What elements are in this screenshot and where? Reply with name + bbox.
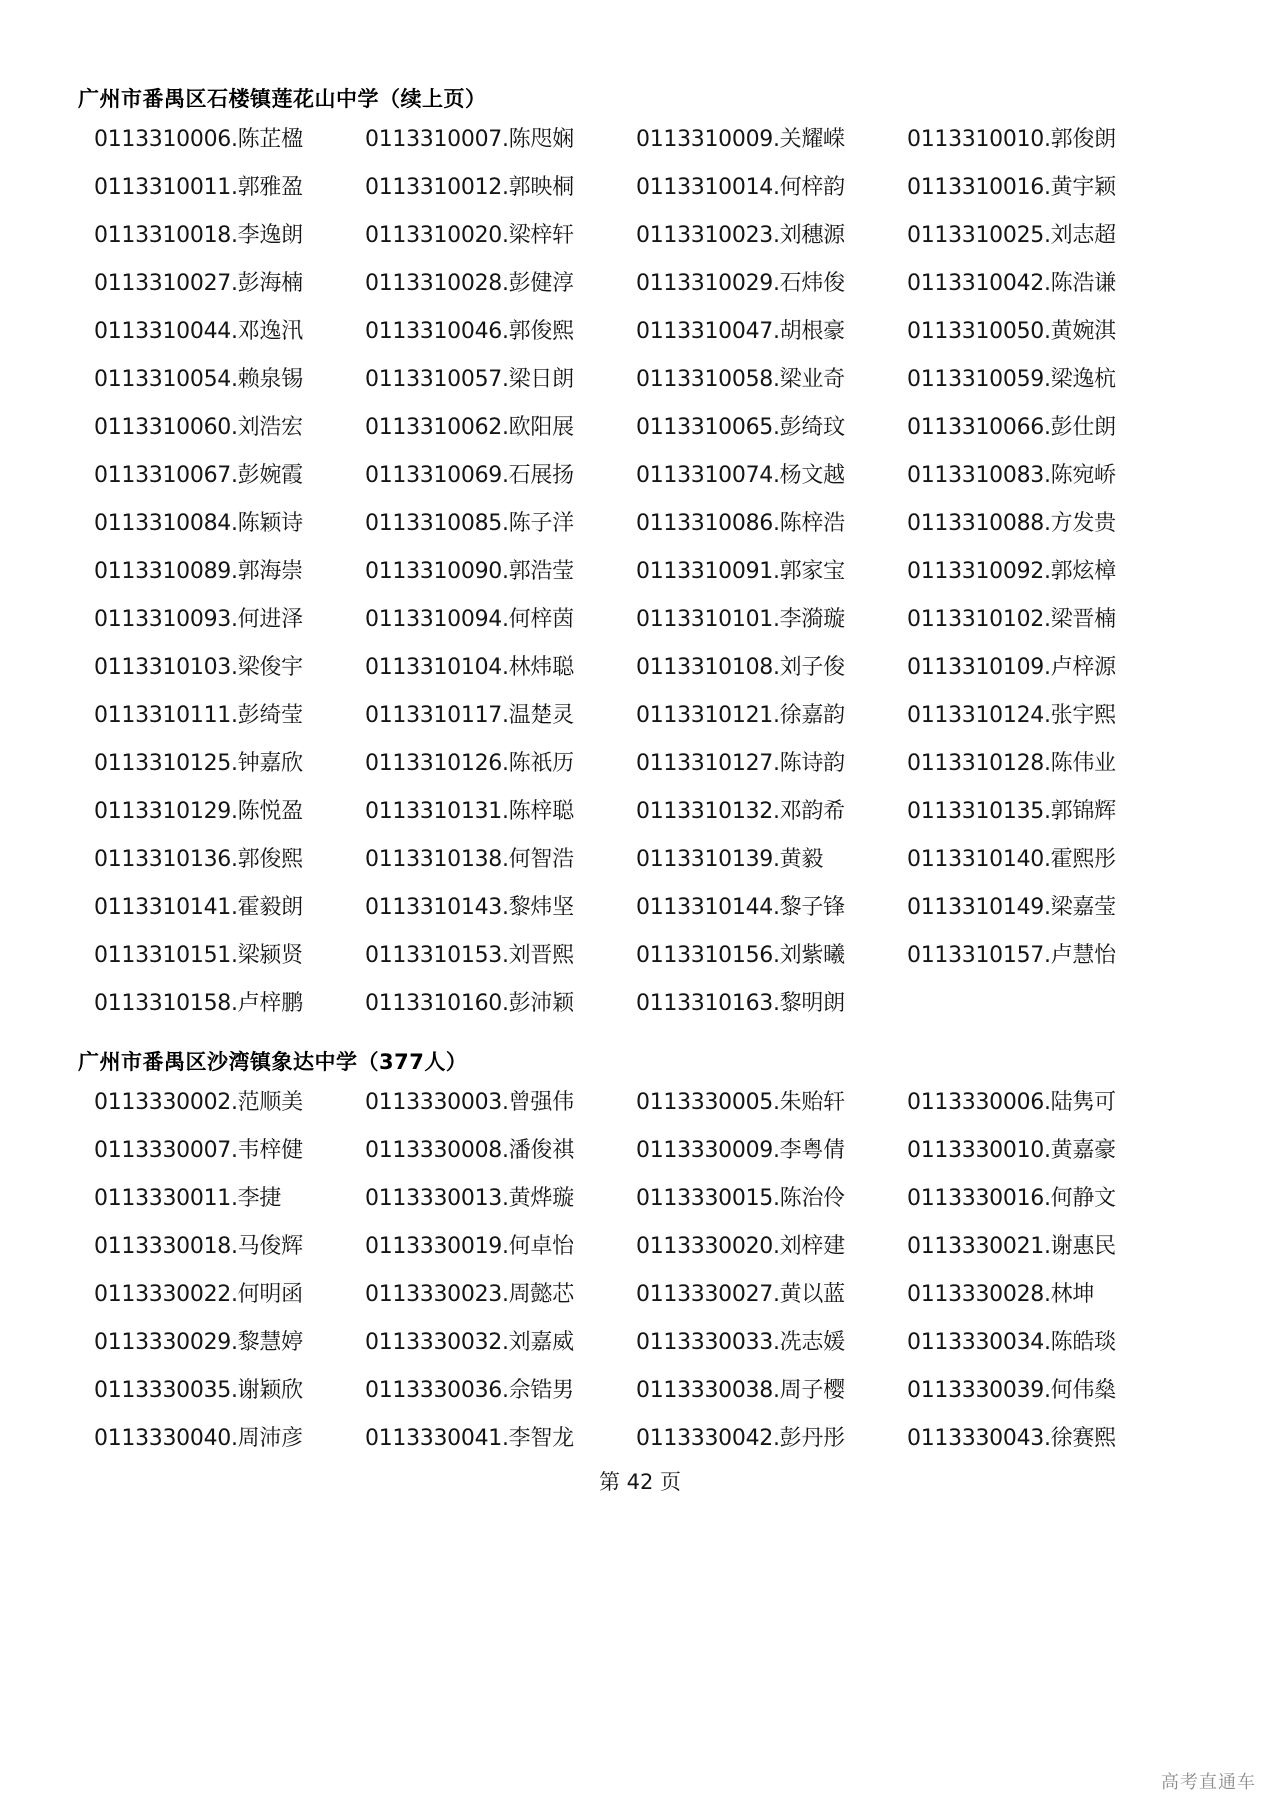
- list-item: 0113310088.方发贵: [907, 511, 1116, 536]
- list-item: 0113310028.彭健淳: [365, 271, 574, 296]
- list-item: 0113330006.陆隽可: [907, 1090, 1116, 1115]
- list-item: 0113330002.范顺美: [94, 1090, 303, 1115]
- list-item: 0113310143.黎炜坚: [365, 895, 574, 920]
- list-item: 0113310089.郭海崇: [94, 559, 303, 584]
- list-item: 0113310029.石炜俊: [636, 271, 845, 296]
- list-item: 0113310057.梁日朗: [365, 367, 574, 392]
- student-count: 377人: [379, 1050, 446, 1074]
- list-item: 0113310094.何梓茵: [365, 607, 574, 632]
- list-item: 0113310163.黎明朗: [636, 991, 845, 1016]
- list-item: 0113310158.卢梓鹏: [94, 991, 303, 1016]
- list-item: 0113310006.陈芷楹: [94, 127, 303, 152]
- list-item: 0113330016.何静文: [907, 1186, 1116, 1211]
- list-item: 0113330027.黄以蓝: [636, 1282, 845, 1307]
- list-item: 0113330019.何卓怡: [365, 1234, 574, 1259]
- page-number: 第 42 页: [598, 1470, 682, 1494]
- list-item: 0113310059.梁逸杭: [907, 367, 1116, 392]
- list-item: 0113330021.谢惠民: [907, 1234, 1116, 1259]
- list-item: 0113310086.陈梓浩: [636, 511, 845, 536]
- list-item: 0113330034.陈皓琰: [907, 1330, 1116, 1355]
- list-item: 0113310074.杨文越: [636, 463, 845, 488]
- list-item: 0113330040.周沛彦: [94, 1426, 303, 1451]
- list-item: 0113330043.徐赛熙: [907, 1426, 1116, 1451]
- list-item: 0113310020.梁梓轩: [365, 223, 574, 248]
- list-item: 0113310018.李逸朗: [94, 223, 303, 248]
- list-item: 0113310046.郭俊熙: [365, 319, 574, 344]
- list-item: 0113330023.周懿芯: [365, 1282, 574, 1307]
- list-item: 0113310047.胡根豪: [636, 319, 845, 344]
- list-item: 0113330032.刘嘉威: [365, 1330, 574, 1355]
- list-item: 0113330003.曾强伟: [365, 1090, 574, 1115]
- list-item: 0113330033.冼志媛: [636, 1330, 845, 1355]
- list-item: 0113310101.李漪璇: [636, 607, 845, 632]
- list-item: 0113310050.黄婉淇: [907, 319, 1116, 344]
- list-item: 0113310016.黄宇颖: [907, 175, 1116, 200]
- list-item: 0113310160.彭沛颖: [365, 991, 574, 1016]
- watermark: 高考直通车: [1161, 1772, 1256, 1793]
- list-item: 0113310104.林炜聪: [365, 655, 574, 680]
- list-item: 0113310062.欧阳展: [365, 415, 574, 440]
- list-item: 0113330038.周子樱: [636, 1378, 845, 1403]
- list-item: 0113310023.刘穗源: [636, 223, 845, 248]
- list-item: 0113330028.林坤: [907, 1282, 1095, 1307]
- list-item: 0113310027.彭海楠: [94, 271, 303, 296]
- list-item: 0113330042.彭丹彤: [636, 1426, 845, 1451]
- list-item: 0113330020.刘梓建: [636, 1234, 845, 1259]
- list-item: 0113310085.陈子洋: [365, 511, 574, 536]
- list-item: 0113310054.赖泉锡: [94, 367, 303, 392]
- list-item: 0113310138.何智浩: [365, 847, 574, 872]
- list-item: 0113330009.李粤倩: [636, 1138, 845, 1163]
- list-item: 0113310067.彭婉霞: [94, 463, 303, 488]
- list-item: 0113330036.佘锆男: [365, 1378, 574, 1403]
- list-item: 0113310058.梁业奇: [636, 367, 845, 392]
- list-item: 0113330041.李智龙: [365, 1426, 574, 1451]
- list-item: 0113310127.陈诗韵: [636, 751, 845, 776]
- section-title-text: 广州市番禺区沙湾镇象达中学（: [78, 1050, 379, 1074]
- section-title-lianhuashan: [78, 83, 487, 113]
- list-item: 0113330010.黄嘉豪: [907, 1138, 1116, 1163]
- list-item: 0113310010.郭俊朗: [907, 127, 1116, 152]
- list-item: 0113310009.关耀嵘: [636, 127, 845, 152]
- list-item: 0113310117.温楚灵: [365, 703, 574, 728]
- list-item: 0113310121.徐嘉韵: [636, 703, 845, 728]
- list-item: 0113310011.郭雅盈: [94, 175, 303, 200]
- section-title-text: 广州市番禺区石楼镇莲花山中学（续上页）: [78, 87, 487, 111]
- section-title-close: ）: [445, 1050, 468, 1074]
- list-item: 0113310140.霍熙彤: [907, 847, 1116, 872]
- list-item: 0113310007.陈咫娴: [365, 127, 574, 152]
- list-item: 0113310156.刘紫曦: [636, 943, 845, 968]
- student-list-xiangda: [94, 1079, 1214, 1463]
- list-item: 0113310090.郭浩莹: [365, 559, 574, 584]
- list-item: 0113310153.刘晋熙: [365, 943, 574, 968]
- list-item: 0113330039.何伟燊: [907, 1378, 1116, 1403]
- list-item: 0113310128.陈伟业: [907, 751, 1116, 776]
- section-title-xiangda: [78, 1046, 467, 1076]
- list-item: 0113310103.梁俊宇: [94, 655, 303, 680]
- list-item: 0113330011.李捷: [94, 1186, 282, 1211]
- list-item: 0113310139.黄毅: [636, 847, 824, 872]
- list-item: 0113310136.郭俊熙: [94, 847, 303, 872]
- list-item: 0113330018.马俊辉: [94, 1234, 303, 1259]
- list-item: 0113310093.何进泽: [94, 607, 303, 632]
- list-item: 0113310042.陈浩谦: [907, 271, 1116, 296]
- list-item: 0113310025.刘志超: [907, 223, 1116, 248]
- list-item: 0113310092.郭炫樟: [907, 559, 1116, 584]
- list-item: 0113310084.陈颖诗: [94, 511, 303, 536]
- list-item: 0113310132.邓韵希: [636, 799, 845, 824]
- list-item: 0113310157.卢慧怡: [907, 943, 1116, 968]
- list-item: 0113310151.梁颍贤: [94, 943, 303, 968]
- list-item: 0113310124.张宇熙: [907, 703, 1116, 728]
- student-list-lianhuashan: [94, 116, 1214, 1028]
- list-item: 0113310091.郭家宝: [636, 559, 845, 584]
- list-item: 0113330015.陈治伶: [636, 1186, 845, 1211]
- list-item: 0113310149.梁嘉莹: [907, 895, 1116, 920]
- list-item: 0113310129.陈悦盈: [94, 799, 303, 824]
- list-item: 0113330035.谢颖欣: [94, 1378, 303, 1403]
- list-item: 0113330013.黄烨璇: [365, 1186, 574, 1211]
- list-item: 0113310135.郭锦辉: [907, 799, 1116, 824]
- list-item: 0113330005.朱贻轩: [636, 1090, 845, 1115]
- list-item: 0113310066.彭仕朗: [907, 415, 1116, 440]
- list-item: 0113310044.邓逸汛: [94, 319, 303, 344]
- list-item: 0113310131.陈梓聪: [365, 799, 574, 824]
- list-item: 0113310126.陈祇历: [365, 751, 574, 776]
- list-item: 0113330029.黎慧婷: [94, 1330, 303, 1355]
- list-item: 0113310125.钟嘉欣: [94, 751, 303, 776]
- list-item: 0113310141.霍毅朗: [94, 895, 303, 920]
- list-item: 0113310111.彭绮莹: [94, 703, 303, 728]
- list-item: 0113310065.彭绮玟: [636, 415, 845, 440]
- list-item: 0113330007.韦梓健: [94, 1138, 303, 1163]
- list-item: 0113310060.刘浩宏: [94, 415, 303, 440]
- list-item: 0113310083.陈宛峤: [907, 463, 1116, 488]
- list-item: 0113330008.潘俊祺: [365, 1138, 574, 1163]
- list-item: 0113310109.卢梓源: [907, 655, 1116, 680]
- list-item: 0113310144.黎子锋: [636, 895, 845, 920]
- list-item: 0113310014.何梓韵: [636, 175, 845, 200]
- list-item: 0113310108.刘子俊: [636, 655, 845, 680]
- list-item: 0113310102.梁晋楠: [907, 607, 1116, 632]
- list-item: 0113310012.郭映桐: [365, 175, 574, 200]
- list-item: 0113330022.何明函: [94, 1282, 303, 1307]
- list-item: 0113310069.石展扬: [365, 463, 574, 488]
